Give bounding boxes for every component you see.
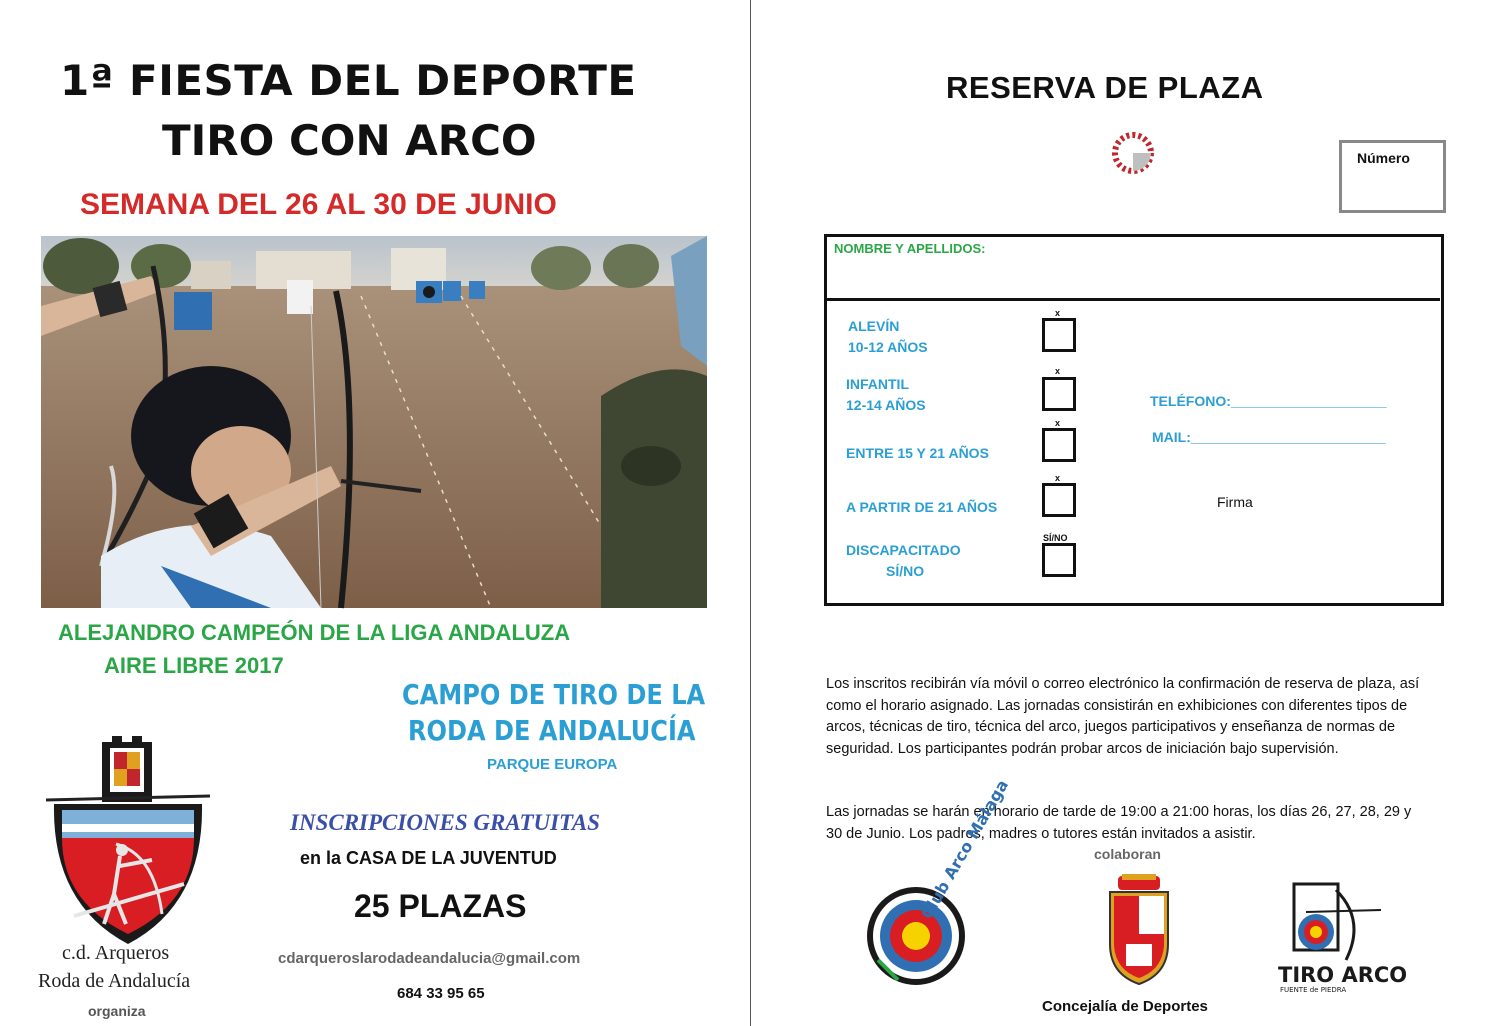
- club-name-line2: Roda de Andalucía: [38, 970, 191, 992]
- venue-subtitle: PARQUE EUROPA: [487, 756, 618, 773]
- info-paragraph-1: Los inscritos recibirán vía móvil o correo electrónico la confirmación de reserva de plaza, así como el horario asignado. Las jornadas consistirán en exhibiciones con diferentes tipos de arcos, técnicas de tiro, técnica del arco, juegos participativos y enseñanza de normas de seguridad. Los participantes podrán probar arcos de iniciación bajo supervisión.: [826, 676, 1420, 757]
- signature-label: Firma: [1217, 494, 1253, 510]
- checkbox-21-plus[interactable]: [1042, 483, 1076, 517]
- event-week: SEMANA DEL 26 AL 30 DE JUNIO: [80, 188, 557, 221]
- small-target-logo: [1108, 128, 1158, 178]
- logo-text: TIRO ARCO: [1278, 963, 1408, 987]
- champion-line2: AIRE LIBRE 2017: [104, 653, 284, 678]
- coat-of-arms-icon: [1104, 874, 1174, 986]
- category-age: 10-12 AÑOS: [848, 339, 928, 355]
- logo-text: Club Arco Málaga: [917, 776, 1013, 922]
- checkbox-mark: x: [1055, 418, 1061, 428]
- name-row-divider: [826, 298, 1440, 301]
- mail-field[interactable]: MAIL:_________________________: [1152, 429, 1386, 445]
- category-label: A PARTIR DE 21 AÑOS: [846, 499, 998, 515]
- archery-photo: [41, 236, 707, 608]
- club-crest-logo: [44, 734, 212, 946]
- category-label: ENTRE 15 Y 21 AÑOS: [846, 445, 989, 461]
- number-label: Número: [1357, 150, 1410, 166]
- tiro-arco-fuente-piedra-logo: [1276, 880, 1408, 994]
- checkbox-disability[interactable]: [1042, 543, 1076, 577]
- checkbox-mark: x: [1055, 308, 1061, 318]
- phone-field[interactable]: TELÉFONO:____________________: [1150, 393, 1387, 409]
- category-15-21: [846, 443, 989, 464]
- checkbox-mark: SÍ/NO: [1043, 533, 1068, 543]
- category-alevin: [848, 316, 928, 358]
- club-name-line1: c.d. Arqueros: [62, 942, 170, 964]
- archery-photo-illustration: [41, 236, 707, 608]
- checkbox-alevin[interactable]: [1042, 318, 1076, 352]
- collaborators-label: colaboran: [1094, 846, 1161, 862]
- category-option: SÍ/NO: [886, 563, 925, 579]
- sunburst-icon: [1108, 128, 1158, 178]
- category-disability: [846, 540, 961, 582]
- category-age: 12-14 AÑOS: [846, 397, 926, 413]
- checkbox-mark: x: [1055, 366, 1061, 376]
- category-label: DISCAPACITADO: [846, 542, 961, 558]
- checkbox-mark: x: [1055, 473, 1061, 483]
- target-logo-icon: [868, 776, 1013, 990]
- town-coat-of-arms: [1104, 874, 1174, 986]
- sports-department: Concejalía de Deportes: [1042, 998, 1208, 1015]
- club-arco-malaga-logo: [868, 776, 1013, 990]
- event-title-line2: TIRO CON ARCO: [162, 116, 537, 165]
- contact-email[interactable]: cdarqueroslarodadeandalucia@gmail.com: [278, 950, 581, 967]
- page-divider: [750, 0, 751, 1026]
- champion-line1: ALEJANDRO CAMPEÓN DE LA LIGA ANDALUZA: [58, 620, 571, 645]
- contact-phone[interactable]: 684 33 95 65: [397, 985, 485, 1002]
- category-label: INFANTIL: [846, 376, 909, 392]
- category-infantil: [846, 374, 926, 416]
- checkbox-15-21[interactable]: [1042, 428, 1076, 462]
- organizer-label: organiza: [88, 1003, 146, 1019]
- venue-line1: CAMPO DE TIRO DE LA: [402, 678, 706, 711]
- crest-shield-icon: [44, 734, 212, 946]
- archer-target-icon: [1276, 880, 1408, 994]
- places-count: 25 PLAZAS: [354, 888, 527, 924]
- venue-line2: RODA DE ANDALUCÍA: [408, 714, 696, 747]
- inscription-place: en la CASA DE LA JUVENTUD: [300, 848, 557, 868]
- category-21-plus: [846, 497, 997, 518]
- name-field-label[interactable]: NOMBRE Y APELLIDOS:: [834, 241, 986, 256]
- event-title-line1: 1ª FIESTA DEL DEPORTE: [60, 56, 637, 105]
- free-inscriptions: INSCRIPCIONES GRATUITAS: [290, 810, 600, 835]
- reservation-title: RESERVA DE PLAZA: [946, 70, 1264, 105]
- logo-subtext: FUENTE de PIEDRA: [1280, 986, 1347, 994]
- category-label: ALEVÍN: [848, 318, 900, 334]
- info-paragraph-2: Las jornadas se harán en horario de tarde de 19:00 a 21:00 horas, los días 26, 27, 28, 29 y 30 de Junio. Los padres, madres o tutores están invitados a asistir.: [826, 804, 1412, 842]
- checkbox-infantil[interactable]: [1042, 377, 1076, 411]
